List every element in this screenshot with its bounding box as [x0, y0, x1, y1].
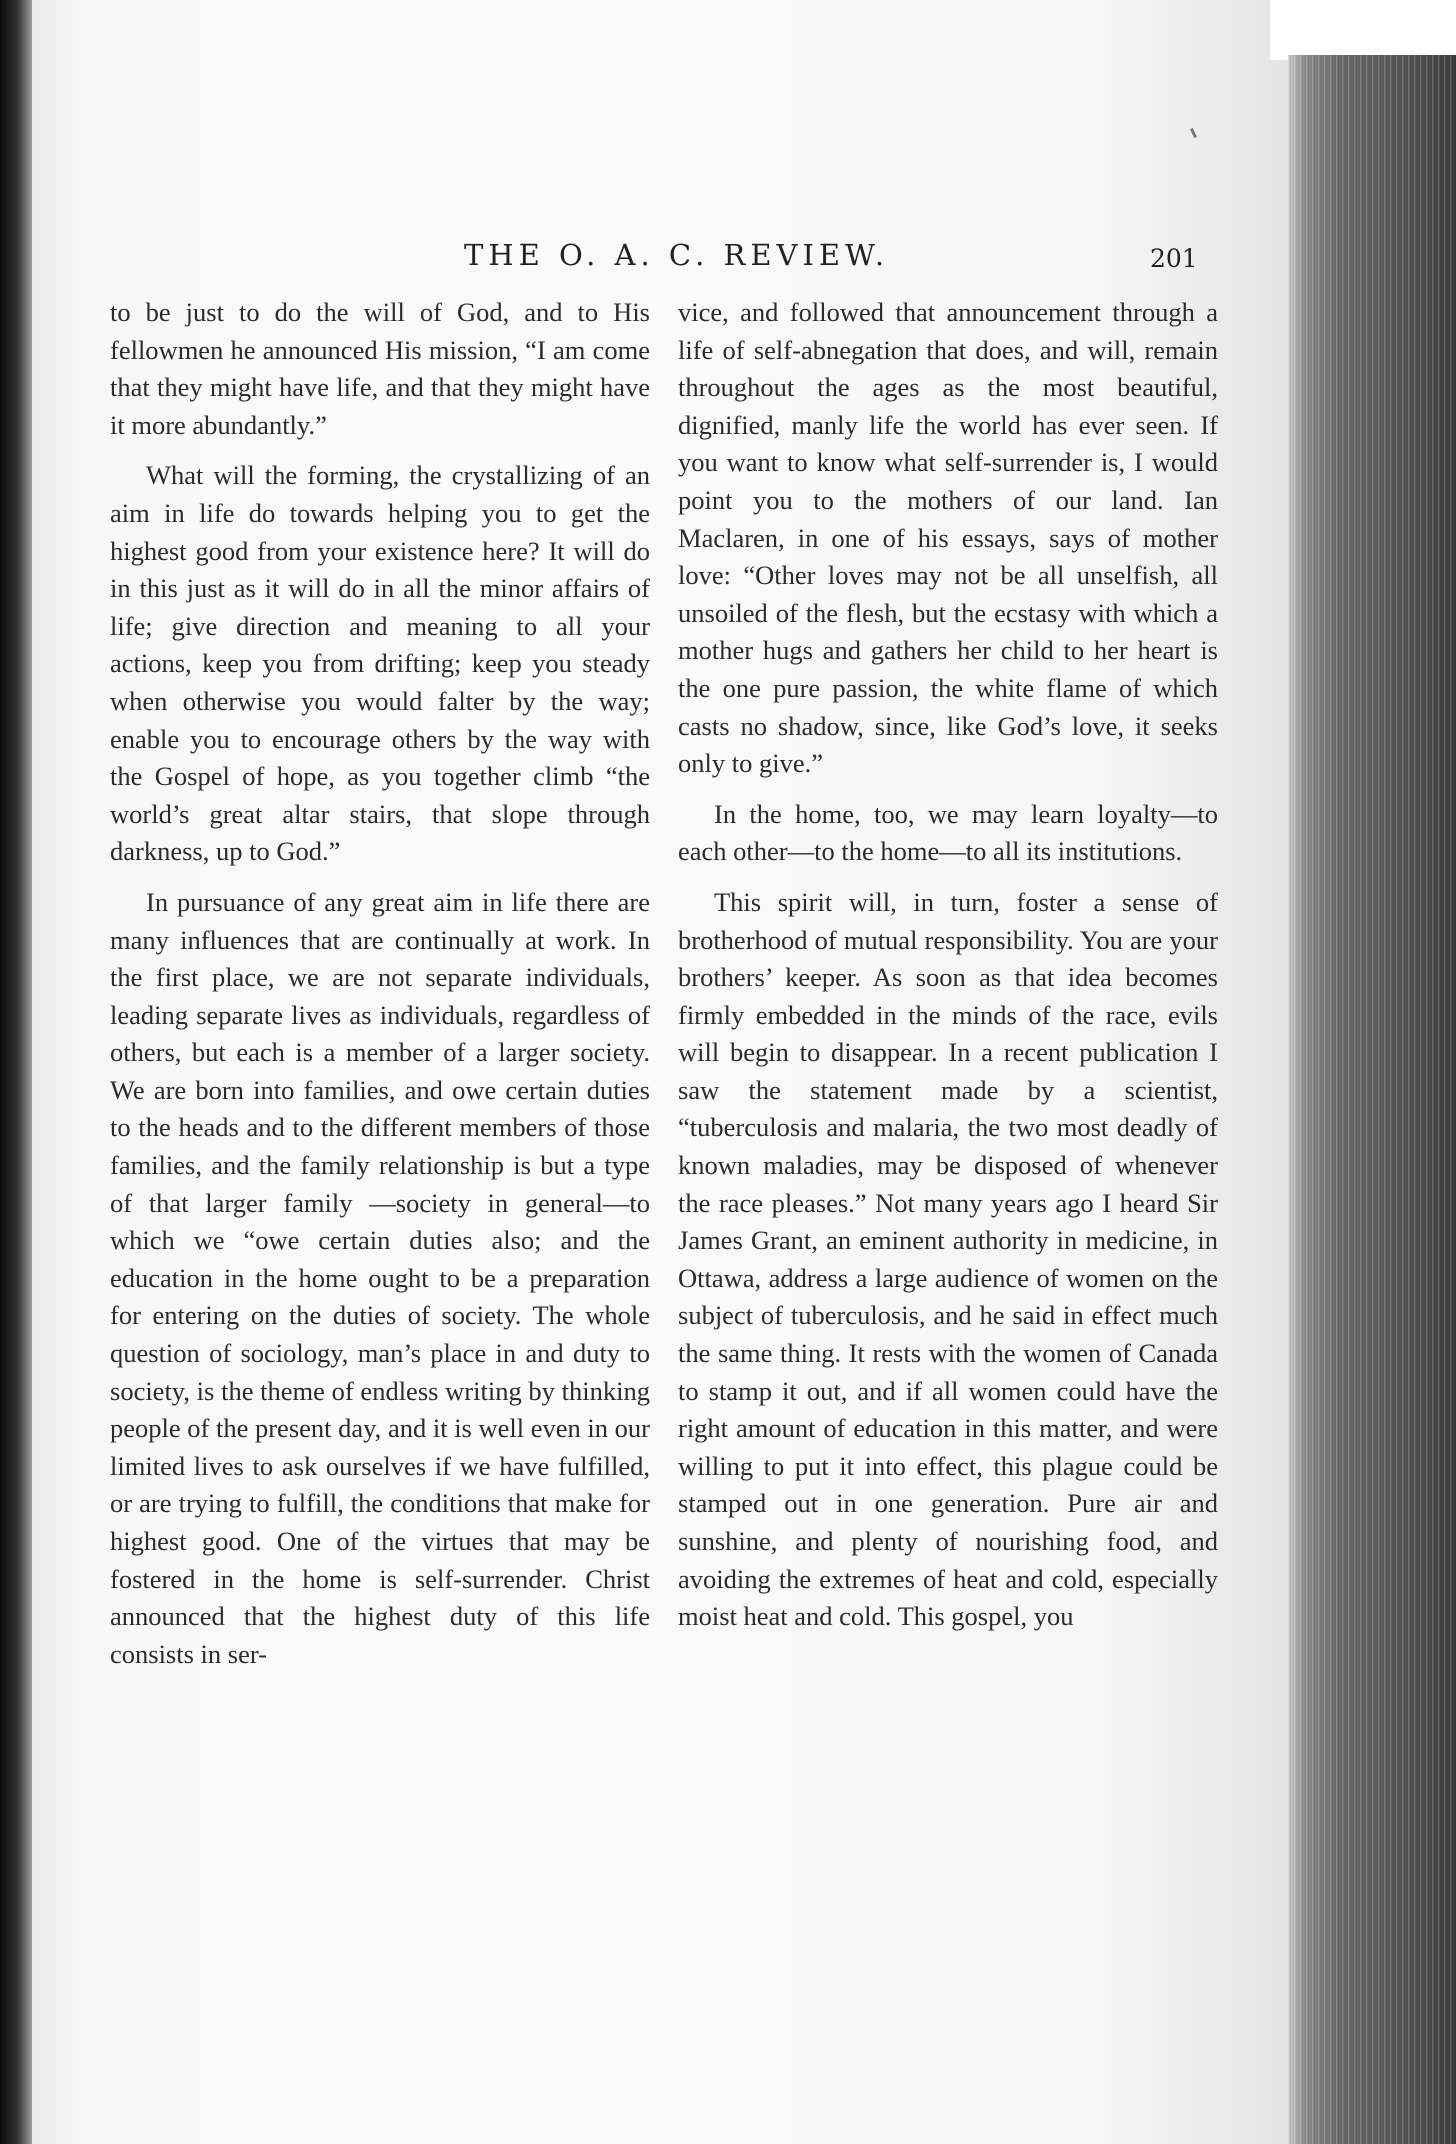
- paragraph: This spirit will, in turn, foster a sense of brotherhood of mutual responsibility. You are your brothers’ keeper. As soon as that idea becomes firmly embedded in the minds of the race, evils will begin to disappear. In a recent publication I saw the statement made by a scientist, “tuberculosis and malaria, the two most deadly of known maladies, may be disposed of whenever the race pleases.” Not many years ago I heard Sir James Grant, an eminent authority in medicine, in Ottawa, address a large audience of women on the subject of tuberculosis, and he said in effect much the same thing. It rests with the women of Canada to stamp it out, and if all women could have the right amount of education in this matter, and were willing to put it into effect, this plague could be stamped out in one generation. Pure air and sunshine, and plenty of nourishing food, and avoiding the extremes of heat and cold, especially moist heat and cold. This gospel, you: [678, 886, 1218, 1632]
- right-text-column: [678, 294, 1218, 1649]
- page-block-edges: [1288, 55, 1456, 2144]
- paragraph: In the home, too, we may learn loyalty—to each other—to the home—to all its institutions.: [678, 798, 1218, 867]
- paragraph: to be just to do the will of God, and to His fellowmen he announced His mission, “I am come that they might have life, and that they might have it more abundantly.”: [110, 297, 650, 440]
- left-text-column: [110, 294, 650, 1686]
- paragraph: In pursuance of any great aim in life there are many influences that are continually at work. In the first place, we are not separate individuals, leading separate lives as individuals, regardless of others, but each is a member of a larger society. We are born into families, and owe certain duties to the heads and to the different members of those families, and the family relationship is but a type of that larger family —society in general—to which we “owe certain duties also; and the education in the home ought to be a preparation for entering on the duties of society. The whole question of sociology, man’s place in and duty to society, is the theme of endless writing by thinking people of the present day, and it is well even in our limited lives to ask ourselves if we have fulfilled, or are trying to fulfill, the conditions that make for highest good. One of the virtues that may be fostered in the home is self-surrender. Christ announced that the highest duty of this life consists in ser-: [110, 886, 650, 1669]
- running-head: THE O. A. C. REVIEW.: [464, 238, 890, 272]
- paragraph: vice, and followed that announcement through a life of self-abnegation that does, and will, remain throughout the ages as the most beautiful, dignified, manly life the world has ever seen. If you want to know what self-surrender is, I would point you to the mothers of our land. Ian Maclaren, in one of his essays, says of mother love: “Other loves may not be all unselfish, all unsoiled of the flesh, but the ecstasy with which a mother hugs and gathers her child to her heart is the one pure passion, the white flame of which casts no shadow, since, like God’s love, it seeks only to give.”: [678, 297, 1218, 779]
- page-number: 201: [1150, 244, 1198, 273]
- background-above-edges: [1270, 0, 1456, 60]
- paragraph: What will the forming, the crystallizing of an aim in life do towards helping you to get the highest good from your existence here? It will do in this just as it will do in all the minor affairs of life; give direction and meaning to all your actions, keep you from drifting; keep you steady when otherwise you would falter by the way; enable you to encourage others by the way with the Gospel of hope, as you together climb “the world’s great altar stairs, that slope through darkness, up to God.”: [110, 460, 650, 867]
- book-binding-shadow: [0, 0, 32, 2144]
